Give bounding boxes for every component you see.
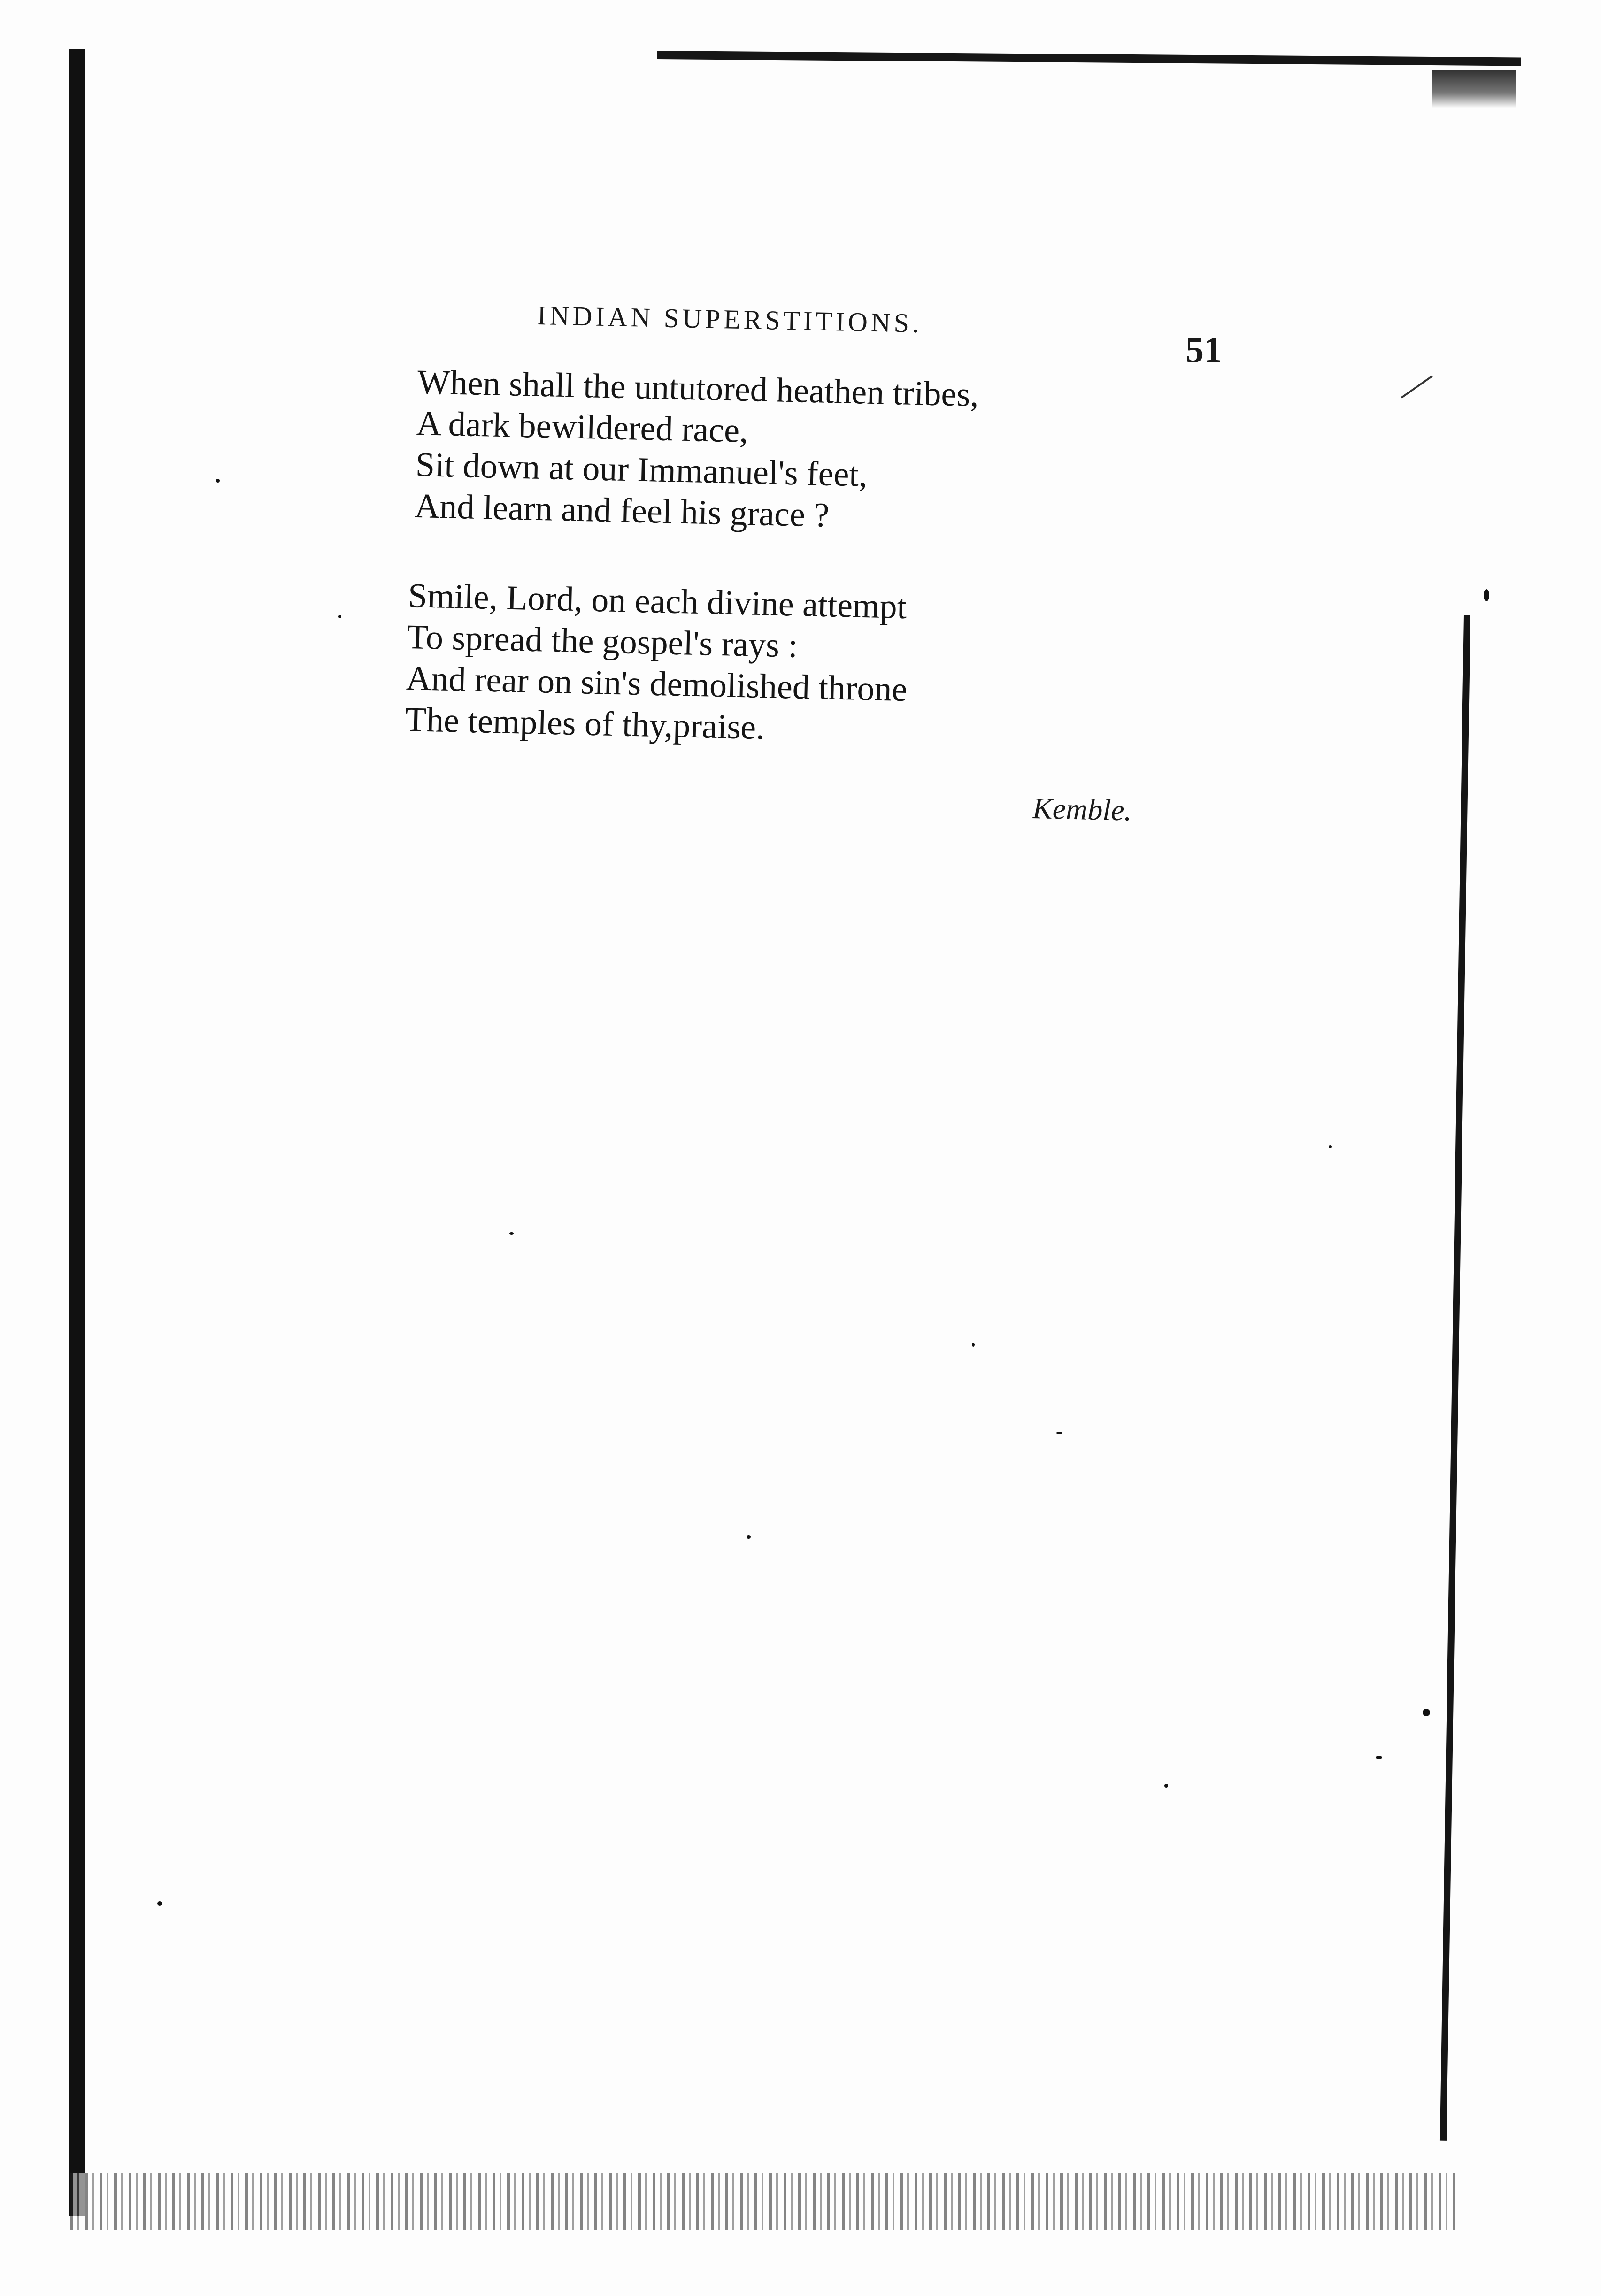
poem-line: And learn and feel his grace ? — [414, 486, 830, 535]
speck — [747, 1535, 751, 1539]
speck — [1164, 1784, 1168, 1788]
poem-attribution: Kemble. — [1032, 791, 1132, 827]
speck — [509, 1232, 514, 1235]
left-binding-edge — [69, 49, 85, 2216]
poem-line: To spread the gospel's rays : — [407, 617, 798, 665]
poem-line: And rear on sin's demolished throne — [406, 659, 908, 709]
speck — [157, 1901, 162, 1906]
speck — [216, 479, 220, 483]
poem-line: The temples of thy,praise. — [405, 700, 765, 747]
speck — [1056, 1432, 1062, 1434]
poem-stanza-1 — [414, 361, 979, 539]
running-head: INDIAN SUPERSTITIONS. — [537, 299, 923, 339]
right-page-edge — [1440, 615, 1470, 2141]
poem-line: A dark bewildered race, — [416, 404, 749, 450]
bottom-scan-noise — [70, 2173, 1455, 2230]
speck — [1423, 1709, 1430, 1716]
margin-pencil-mark — [1401, 375, 1433, 398]
page-number: 51 — [1185, 329, 1222, 370]
top-right-corner-shadow — [1432, 70, 1516, 108]
speck — [972, 1343, 975, 1347]
speck — [1484, 589, 1489, 601]
top-page-edge — [657, 51, 1521, 66]
poem-stanza-2 — [405, 575, 909, 752]
speck — [338, 615, 341, 618]
speck — [1376, 1756, 1382, 1759]
poem-line: When shall the untutored heathen tribes, — [417, 362, 979, 415]
speck — [1329, 1145, 1332, 1148]
poem-line: Sit down at our Immanuel's feet, — [415, 445, 868, 494]
poem-line: Smile, Lord, on each divine attempt — [408, 576, 908, 627]
